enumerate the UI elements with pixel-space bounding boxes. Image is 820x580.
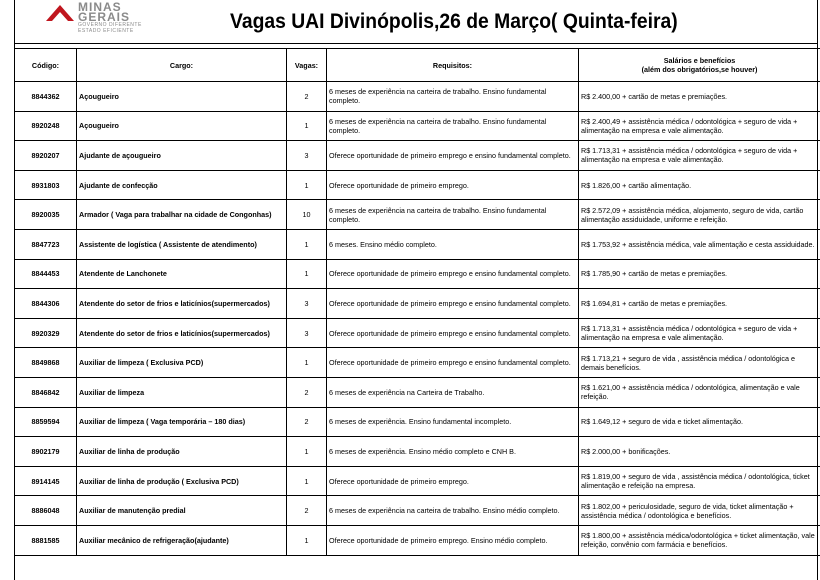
logo-tagline	[78, 22, 142, 34]
row-vagas: 3	[287, 141, 327, 171]
row-codigo: 8844453	[15, 259, 77, 289]
row-cargo: Auxiliar de limpeza	[77, 377, 287, 407]
row-vagas: 1	[287, 170, 327, 200]
table-row	[15, 200, 820, 230]
row-cargo: Auxiliar de limpeza ( Exclusiva PCD)	[77, 348, 287, 378]
row-codigo: 8920248	[15, 111, 77, 141]
minas-gerais-mark-icon	[46, 5, 74, 21]
table-row	[15, 496, 820, 526]
table-row	[15, 141, 820, 171]
row-requisitos: Oferece oportunidade de primeiro emprego e ensino fundamental completo.	[327, 141, 579, 171]
header-salarios-line2: (além dos obrigatórios,se houver)	[641, 65, 758, 74]
table-row	[15, 525, 820, 555]
logo-name	[78, 2, 130, 22]
row-vagas: 2	[287, 407, 327, 437]
row-codigo: 8920207	[15, 141, 77, 171]
row-cargo: Armador ( Vaga para trabalhar na cidade de Congonhas)	[77, 200, 287, 230]
row-vagas: 3	[287, 318, 327, 348]
table-header-row	[15, 49, 820, 82]
row-cargo: Açougueiro	[77, 111, 287, 141]
row-requisitos: 6 meses de experiência. Ensino médio completo e CNH B.	[327, 437, 579, 467]
row-salario: R$ 1.713,31 + assistência médica / odontológica + seguro de vida + alimentação na empresa e vale alimentação.	[579, 318, 820, 348]
row-vagas: 10	[287, 200, 327, 230]
row-codigo: 8931803	[15, 170, 77, 200]
row-salario: R$ 1.802,00 + periculosidade, seguro de vida, ticket alimentação + assistência médica / odontológica e benefícios.	[579, 496, 820, 526]
header-cargo: Cargo:	[77, 49, 287, 82]
row-codigo: 8914145	[15, 466, 77, 496]
row-salario: R$ 1.713,31 + assistência médica / odontológica + seguro de vida + alimentação na empresa e vale alimentação.	[579, 141, 820, 171]
row-codigo: 8849868	[15, 348, 77, 378]
row-cargo: Auxiliar de limpeza ( Vaga temporária – 180 dias)	[77, 407, 287, 437]
row-requisitos: 6 meses de experiência na Carteira de Trabalho.	[327, 377, 579, 407]
row-vagas: 1	[287, 111, 327, 141]
row-vagas: 2	[287, 82, 327, 112]
row-cargo: Atendente do setor de frios e laticínios(supermercados)	[77, 289, 287, 319]
row-cargo: Auxiliar mecânico de refrigeração(ajudante)	[77, 525, 287, 555]
row-cargo: Auxiliar de linha de produção ( Exclusiva PCD)	[77, 466, 287, 496]
row-requisitos: 6 meses de experiência na carteira de trabalho. Ensino médio completo.	[327, 496, 579, 526]
row-requisitos: Oferece oportunidade de primeiro emprego e ensino fundamental completo.	[327, 318, 579, 348]
minas-gerais-logo	[32, 2, 182, 40]
row-salario: R$ 1.649,12 + seguro de vida e ticket alimentação.	[579, 407, 820, 437]
row-requisitos: 6 meses de experiência na carteira de trabalho. Ensino fundamental completo.	[327, 82, 579, 112]
row-codigo: 8920035	[15, 200, 77, 230]
row-requisitos: Oferece oportunidade de primeiro emprego. Ensino médio completo.	[327, 525, 579, 555]
jobs-table	[14, 48, 820, 556]
row-salario: R$ 1.800,00 + assistência médica/odontológica + ticket alimentação, vale refeição, convênio com farmácia e benefícios.	[579, 525, 820, 555]
table-row	[15, 82, 820, 112]
row-salario: R$ 1.621,00 + assistência médica / odontológica, alimentação e vale refeição.	[579, 377, 820, 407]
table-row	[15, 170, 820, 200]
table-row	[15, 407, 820, 437]
row-vagas: 1	[287, 525, 327, 555]
page-title: Vagas UAI Divinópolis,26 de Março( Quinta-feira)	[230, 10, 678, 33]
logo-name-line2: GERAIS	[78, 10, 131, 24]
table-row	[15, 318, 820, 348]
row-requisitos: 6 meses de experiência na carteira de trabalho. Ensino fundamental completo.	[327, 200, 579, 230]
row-vagas: 3	[287, 289, 327, 319]
header-requisitos: Requisitos:	[327, 49, 579, 82]
row-codigo: 8847723	[15, 229, 77, 259]
logo-tag-line1: GOVERNO DIFERENTE	[78, 22, 142, 28]
row-vagas: 1	[287, 348, 327, 378]
table-row	[15, 111, 820, 141]
row-salario: R$ 2.000,00 + bonificações.	[579, 437, 820, 467]
row-requisitos: Oferece oportunidade de primeiro emprego.	[327, 466, 579, 496]
row-codigo: 8859594	[15, 407, 77, 437]
row-vagas: 2	[287, 496, 327, 526]
row-salario: R$ 2.400,00 + cartão de metas e premiações.	[579, 82, 820, 112]
row-cargo: Atendente de Lanchonete	[77, 259, 287, 289]
row-codigo: 8881585	[15, 525, 77, 555]
table-row	[15, 437, 820, 467]
row-salario: R$ 1.826,00 + cartão alimentação.	[579, 170, 820, 200]
table-row	[15, 289, 820, 319]
row-salario: R$ 2.400,49 + assistência médica / odontológica + seguro de vida + alimentação na empresa e vale alimentação.	[579, 111, 820, 141]
row-vagas: 1	[287, 259, 327, 289]
row-codigo: 8920329	[15, 318, 77, 348]
row-salario: R$ 1.753,92 + assistência médica, vale alimentação e cesta assiduidade.	[579, 229, 820, 259]
row-cargo: Auxiliar de manutenção predial	[77, 496, 287, 526]
row-codigo: 8886048	[15, 496, 77, 526]
row-requisitos: Oferece oportunidade de primeiro emprego e ensino fundamental completo.	[327, 348, 579, 378]
row-requisitos: Oferece oportunidade de primeiro emprego.	[327, 170, 579, 200]
row-salario: R$ 1.785,90 + cartão de metas e premiações.	[579, 259, 820, 289]
row-vagas: 1	[287, 466, 327, 496]
row-requisitos: 6 meses. Ensino médio completo.	[327, 229, 579, 259]
row-requisitos: Oferece oportunidade de primeiro emprego e ensino fundamental completo.	[327, 259, 579, 289]
row-codigo: 8844306	[15, 289, 77, 319]
row-vagas: 1	[287, 229, 327, 259]
logo-tag-line2: ESTADO EFICIENTE	[78, 28, 134, 34]
logo-name-line1: MINAS	[78, 0, 122, 14]
table-row	[15, 348, 820, 378]
header-salarios	[579, 49, 820, 82]
row-codigo: 8846842	[15, 377, 77, 407]
row-cargo: Assistente de logística ( Assistente de atendimento)	[77, 229, 287, 259]
row-vagas: 2	[287, 377, 327, 407]
row-salario: R$ 1.713,21 + seguro de vida , assistência médica / odontológica e demais benefícios.	[579, 348, 820, 378]
row-cargo: Ajudante de açougueiro	[77, 141, 287, 171]
table-row	[15, 259, 820, 289]
row-codigo: 8844362	[15, 82, 77, 112]
row-codigo: 8902179	[15, 437, 77, 467]
header-codigo: Código:	[15, 49, 77, 82]
row-cargo: Atendente do setor de frios e laticínios(supermercados)	[77, 318, 287, 348]
row-salario: R$ 1.819,00 + seguro de vida , assistência médica / odontológica, ticket alimentação e refeição na empresa.	[579, 466, 820, 496]
row-requisitos: 6 meses de experiência. Ensino fundamental incompleto.	[327, 407, 579, 437]
header-salarios-line1: Salários e benefícios	[663, 56, 736, 65]
table-row	[15, 377, 820, 407]
table-row	[15, 466, 820, 496]
row-requisitos: 6 meses de experiência na carteira de trabalho. Ensino fundamental completo.	[327, 111, 579, 141]
table-row	[15, 229, 820, 259]
row-cargo: Ajudante de confecção	[77, 170, 287, 200]
row-salario: R$ 2.572,09 + assistência médica, alojamento, seguro de vida, cartão alimentação assiduidade, uniforme e refeição.	[579, 200, 820, 230]
header-vagas: Vagas:	[287, 49, 327, 82]
row-requisitos: Oferece oportunidade de primeiro emprego e ensino fundamental completo.	[327, 289, 579, 319]
row-cargo: Açougueiro	[77, 82, 287, 112]
row-vagas: 1	[287, 437, 327, 467]
row-salario: R$ 1.694,81 + cartão de metas e premiações.	[579, 289, 820, 319]
row-cargo: Auxiliar de linha de produção	[77, 437, 287, 467]
